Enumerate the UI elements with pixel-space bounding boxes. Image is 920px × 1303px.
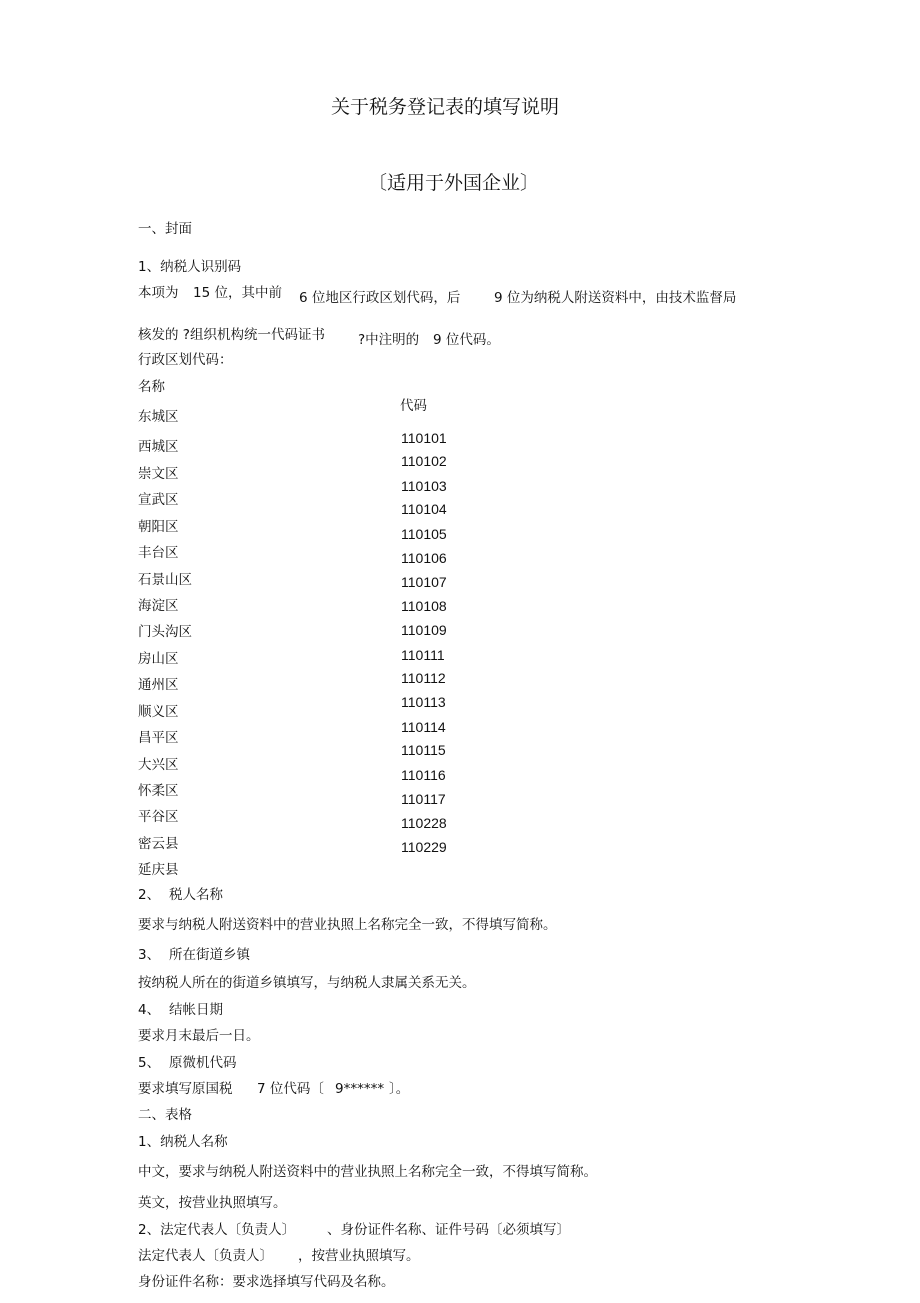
region-code: 110108	[401, 598, 447, 614]
item-number: 3、	[138, 947, 161, 963]
region-code: 110109	[401, 622, 447, 638]
document-title: 关于税务登记表的填写说明	[331, 96, 560, 118]
region-code: 110105	[401, 526, 447, 542]
item-text: ?中注明的	[358, 332, 420, 348]
section-heading-cover: 一、封面	[138, 221, 192, 237]
item-heading-taxpayer-id: 1、纳税人识别码	[138, 259, 242, 275]
region-name: 石景山区	[138, 572, 192, 588]
item-text: 6 位地区行政区划代码，后	[299, 290, 461, 306]
item-text: 要求与纳税人附送资料中的营业执照上名称完全一致，不得填写简称。	[138, 917, 557, 933]
item-heading-closing-date: 结帐日期	[169, 1002, 223, 1018]
region-code: 110112	[401, 670, 446, 686]
region-code: 110117	[401, 791, 446, 807]
region-code: 110102	[401, 453, 447, 469]
item-number: 2、	[138, 887, 161, 903]
item-number: 5、	[138, 1055, 161, 1071]
region-code: 110116	[401, 767, 446, 783]
item-text: 要求填写原国税	[138, 1081, 233, 1097]
region-name: 朝阳区	[138, 519, 179, 535]
item-heading-taxpayer-name: 税人名称	[169, 887, 223, 903]
item-text: 英文，按营业执照填写。	[138, 1195, 287, 1211]
item-text: 〕。	[389, 1081, 410, 1097]
region-name: 宣武区	[138, 492, 179, 508]
region-name: 东城区	[138, 409, 179, 425]
item-text: 法定代表人〔负责人〕	[138, 1248, 273, 1264]
item-text: 9 位代码。	[433, 332, 500, 348]
region-code: 110229	[401, 839, 447, 855]
item-text: 本项为	[138, 285, 179, 301]
region-name: 大兴区	[138, 757, 179, 773]
region-name: 密云县	[138, 836, 179, 852]
item-number: 4、	[138, 1002, 161, 1018]
region-name: 丰台区	[138, 545, 179, 561]
item-text: 7 位代码〔	[257, 1081, 324, 1097]
item-text: ，按营业执照填写。	[298, 1248, 420, 1264]
region-name: 平谷区	[138, 809, 179, 825]
item-heading-legal-rep-ext: 、身份证件名称、证件号码〔必须填写〕	[327, 1222, 570, 1238]
region-code: 110103	[401, 478, 447, 494]
column-header-code: 代码	[400, 398, 427, 414]
document-subtitle: 〔适用于外国企业〕	[368, 172, 540, 194]
region-code: 110115	[401, 742, 446, 758]
region-name: 通州区	[138, 677, 179, 693]
region-code: 110113	[401, 694, 446, 710]
region-name: 海淀区	[138, 598, 179, 614]
region-code: 110106	[401, 550, 447, 566]
region-code: 110107	[401, 574, 447, 590]
region-code: 110101	[401, 430, 447, 446]
region-name: 崇文区	[138, 466, 179, 482]
item-heading-name: 1、纳税人名称	[138, 1134, 228, 1150]
region-code: 110114	[401, 719, 446, 735]
item-heading-street: 所在街道乡镇	[169, 947, 250, 963]
item-text: 要求月末最后一日。	[138, 1028, 260, 1044]
item-text: 中文，要求与纳税人附送资料中的营业执照上名称完全一致，不得填写简称。	[138, 1164, 597, 1180]
section-heading-form: 二、表格	[138, 1107, 192, 1123]
region-code: 110104	[401, 501, 447, 517]
item-text: 身份证件名称：要求选择填写代码及名称。	[138, 1274, 395, 1290]
item-text: 按纳税人所在的街道乡镇填写，与纳税人隶属关系无关。	[138, 975, 476, 991]
region-code: 110228	[401, 815, 447, 831]
item-heading-legal-rep: 2、法定代表人〔负责人〕	[138, 1222, 296, 1238]
region-name: 怀柔区	[138, 783, 179, 799]
region-name: 昌平区	[138, 730, 179, 746]
item-text: 15 位，其中前	[193, 285, 282, 301]
region-name: 房山区	[138, 651, 179, 667]
region-name: 门头沟区	[138, 624, 192, 640]
region-name: 延庆县	[138, 862, 179, 878]
column-header-name: 名称	[138, 379, 165, 395]
item-heading-old-code: 原微机代码	[169, 1055, 237, 1071]
item-text: 9******	[335, 1081, 385, 1097]
item-text: 核发的 ?组织机构统一代码证书	[138, 327, 325, 343]
region-name: 西城区	[138, 439, 179, 455]
item-text: 9 位为纳税人附送资料中，由技术监督局	[494, 290, 737, 306]
region-code-label: 行政区划代码：	[138, 352, 233, 368]
region-name: 顺义区	[138, 704, 179, 720]
region-code: 110111	[401, 647, 445, 663]
